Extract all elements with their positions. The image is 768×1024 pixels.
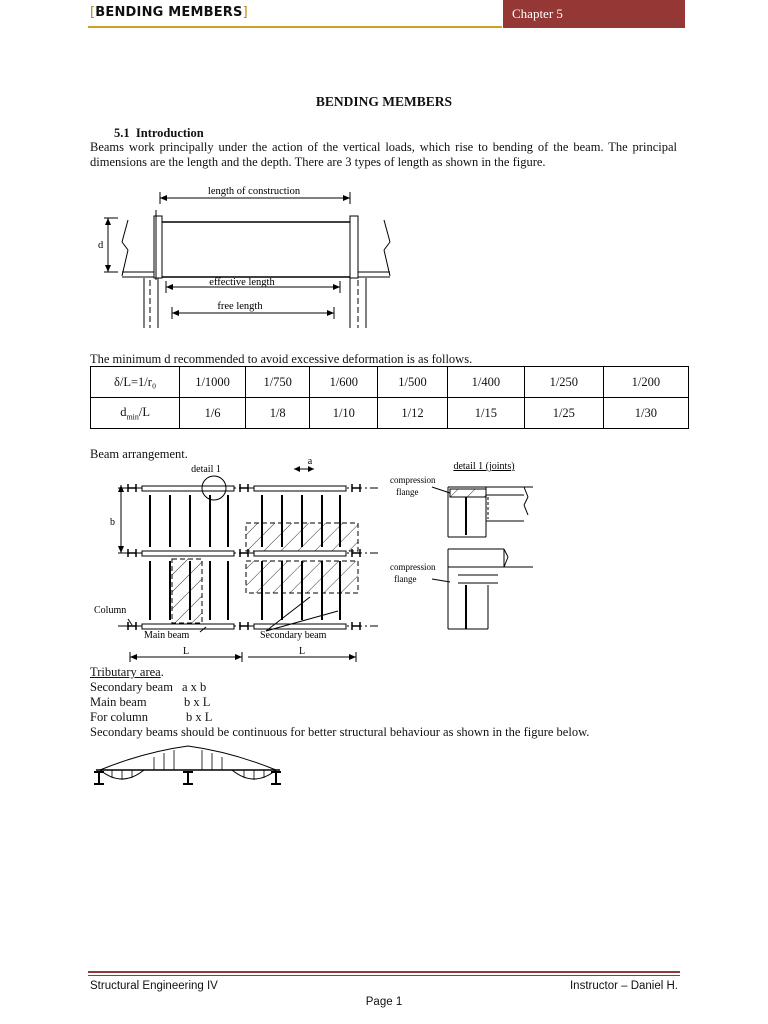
table-cell: 1/6: [180, 398, 246, 429]
detail-1-label: detail 1: [191, 464, 221, 475]
header-rule: [88, 26, 502, 28]
free-length-label: free length: [217, 301, 263, 312]
beam-arrangement-figure: [88, 455, 388, 667]
table-row: [91, 367, 689, 398]
header-title: BENDING MEMBERS: [95, 5, 243, 20]
compression-flange-label-1b: flange: [396, 487, 419, 497]
depth-label: d: [98, 240, 104, 251]
continuous-beam-figure: [92, 742, 288, 790]
chapter-badge: [503, 0, 685, 28]
page-title: BENDING MEMBERS: [315, 94, 453, 109]
table-cell: [91, 398, 180, 429]
table-caption: The minimum d recommended to avoid excessive deformation is as follows.: [90, 352, 473, 366]
secondary-beam-label: Secondary beam: [260, 630, 327, 641]
joint-detail-figure: [388, 457, 538, 633]
column-label: Column: [94, 605, 127, 616]
tributary-heading: Tributary area.: [90, 665, 164, 679]
table-cell: 1/30: [603, 398, 688, 429]
footer-rule: [88, 971, 680, 973]
table-cell: 1/8: [245, 398, 310, 429]
tributary-heading-text: Tributary area: [90, 665, 161, 679]
tributary-row-label: For column: [90, 710, 148, 724]
tributary-row-value: b x L: [184, 695, 211, 709]
dmin-tail: /L: [138, 404, 151, 419]
arrangement-label: Beam arrangement.: [90, 447, 188, 461]
span-label-right: L: [298, 646, 306, 657]
section-number: 5.1: [114, 126, 130, 140]
page-number: Page 1: [365, 996, 403, 1008]
footer-instructor: Instructor – Daniel H.: [569, 980, 678, 992]
section-heading: [114, 126, 204, 141]
table-cell: 1/750: [245, 367, 310, 398]
main-beam-label: Main beam: [144, 630, 190, 641]
dmin-symbol: d: [120, 404, 127, 419]
tributary-row-label: Secondary beam: [90, 680, 173, 694]
table-cell: 1/400: [447, 367, 524, 398]
b-dimension-label: b: [110, 517, 115, 528]
table-cell: 1/25: [524, 398, 603, 429]
deflection-table: [90, 366, 689, 429]
footer-course: Structural Engineering IV: [90, 980, 218, 992]
compression-flange-label-2b: flange: [394, 574, 417, 584]
length-of-construction-label: length of construction: [207, 186, 301, 197]
footer-rule-thin: [88, 975, 680, 976]
span-label-left: L: [182, 646, 190, 657]
table-cell: 1/250: [524, 367, 603, 398]
compression-flange-label-2a: compression: [390, 562, 436, 572]
table-cell: 1/600: [310, 367, 378, 398]
continuity-note: Secondary beams should be continuous for better structural behaviour as shown in the figure below.: [90, 725, 590, 739]
table-row: [91, 398, 689, 429]
dmin-subscript: min: [126, 412, 139, 422]
table-cell: δ/L=1/r₀: [91, 367, 180, 398]
tributary-row-value: b x L: [186, 710, 213, 724]
a-dimension-label: a: [307, 456, 313, 467]
tributary-row-label: Main beam: [90, 695, 147, 709]
chapter-label: Chapter 5: [512, 6, 563, 21]
table-cell: 1/12: [378, 398, 448, 429]
compression-flange-label-1a: compression: [390, 475, 436, 485]
effective-length-label: effective length: [209, 277, 275, 288]
table-cell: 1/10: [310, 398, 378, 429]
intro-paragraph: Beams work principally under the action of the vertical loads, which rise to bending of the beam. The principal dimensions are the length and the depth. There are 3 types of length as shown in the figure.: [90, 140, 677, 169]
section-title: Introduction: [135, 126, 204, 140]
table-cell: 1/200: [603, 367, 688, 398]
detail-joints-label: detail 1 (joints): [453, 461, 515, 472]
beam-length-figure: [88, 180, 408, 336]
running-header: [BENDING MEMBERS]: [90, 5, 248, 20]
table-cell: 1/500: [378, 367, 448, 398]
table-cell: 1/1000: [180, 367, 246, 398]
tributary-row-value: a x b: [182, 680, 207, 694]
table-cell: 1/15: [447, 398, 524, 429]
